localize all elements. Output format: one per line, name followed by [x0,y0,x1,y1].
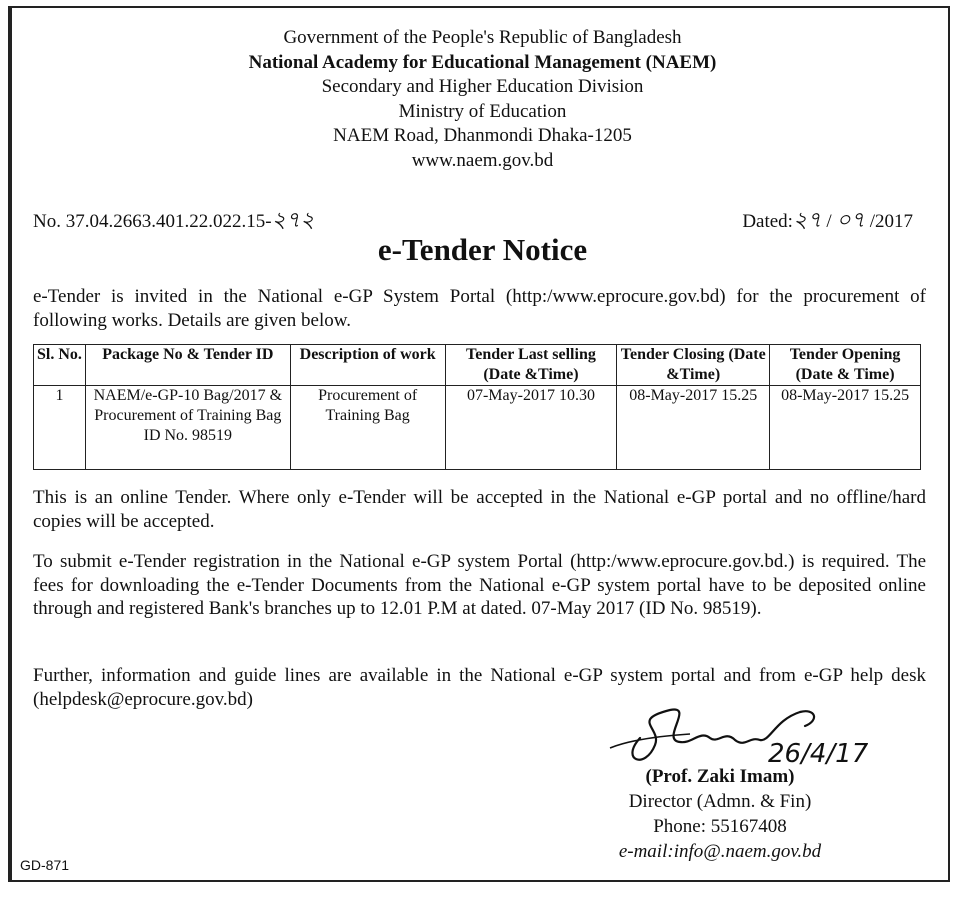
col-sl: Sl. No. [34,345,86,386]
registration-paragraph: To submit e-Tender registration in the National e-GP system Portal (http:/www.eprocure.gov.bd.) is required. The fees for downloading the e-Tender Documents from the National e-GP system portal have to be deposited online through and registered Bank's branches up to 12.01 P.M at dated. 07-May 2017 (ID No. 98519). [33,551,926,619]
tender-table [33,344,921,470]
header-division: Secondary and Higher Education Division [321,76,644,97]
col-package: Package No & Tender ID [85,345,290,386]
header-address: NAEM Road, Dhanmondi Dhaka-1205 [333,125,632,146]
letterhead [0,26,965,173]
footer-code: GD-871 [20,857,70,873]
intro-paragraph: e-Tender is invited in the National e-GP System Portal (http:/www.eprocure.gov.bd) for the procurement of following works. Details are given below. [33,286,926,331]
cell-last-selling: 07-May-2017 10.30 [445,386,617,470]
col-opening: Tender Opening (Date & Time) [770,345,921,386]
header-website: www.naem.gov.bd [411,149,554,171]
header-ministry: Ministry of Education [398,100,567,122]
cell-package: NAEM/e-GP-10 Bag/2017 & Procurement of Training Bag ID No. 98519 [85,386,290,470]
table-header-row [34,345,921,386]
header-government: Government of the People's Republic of Bangladesh [283,27,682,48]
col-last-selling: Tender Last selling (Date &Time) [445,345,617,386]
handwritten-day: ২৭ [792,208,822,233]
col-closing: Tender Closing (Date &Time) [617,345,770,386]
cell-sl: 1 [34,386,86,470]
reference-number: No. 37.04.2663.401.22.022.15-২৭২ [33,208,315,233]
online-tender-paragraph: This is an online Tender. Where only e-Tender will be accepted in the National e-GP portal and no offline/hard copies will be accepted. [33,487,926,532]
helpdesk-paragraph: Further, information and guide lines are available in the National e-GP system portal and from e-GP help desk (helpdesk@eprocure.gov.bd) [33,665,926,710]
signer-block [580,764,860,864]
handwritten-ref-number: ২৭২ [271,208,315,233]
signer-email: e-mail:info@.naem.gov.bd [618,841,822,862]
cell-description: Procurement of Training Bag [290,386,445,470]
notice-title: e-Tender Notice [377,232,588,267]
col-description: Description of work [290,345,445,386]
signer-designation: Director (Admn. & Fin) [628,791,812,812]
reference-date: Dated:২৭ / ০৭ /2017 [742,208,913,233]
cell-closing: 08-May-2017 15.25 [617,386,770,470]
signer-name: (Prof. Zaki Imam) [645,766,795,787]
header-organization: National Academy for Educational Management (NAEM) [248,51,717,73]
signer-phone: Phone: 55167408 [653,816,787,837]
table-row [34,386,921,470]
signature-date: 26/4/17 [768,739,869,769]
cell-opening: 08-May-2017 15.25 [770,386,921,470]
handwritten-month: ০৭ [836,208,865,233]
